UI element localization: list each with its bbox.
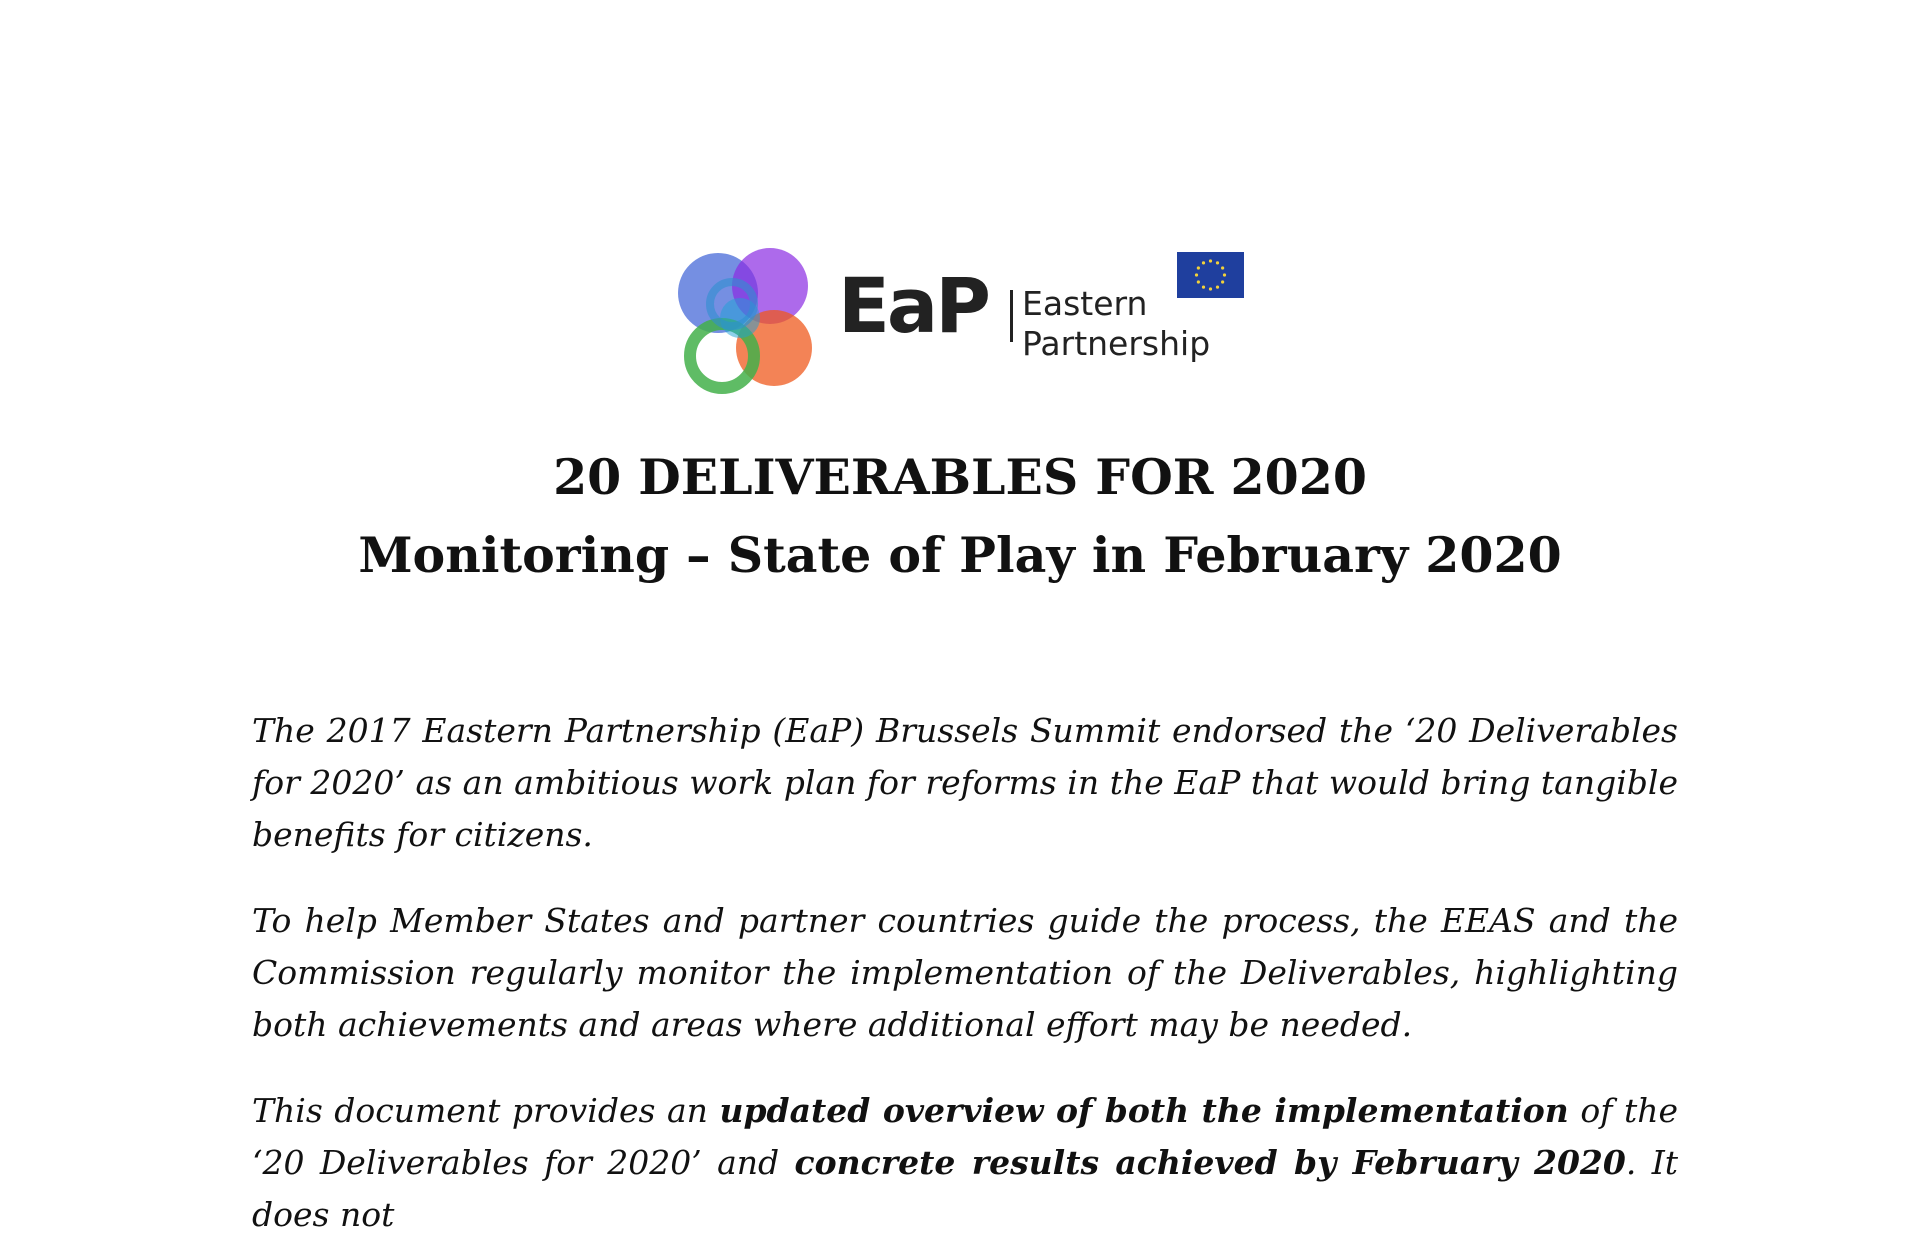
paragraph-intro: The 2017 Eastern Partnership (EaP) Brussels Summit endorsed the ‘20 Deliverables for 2020’ as an ambitious work plan for reforms in the EaP that would bring tangible benefits for citizens. (252, 711, 1678, 854)
eu-star-icon (1197, 280, 1200, 283)
eu-flag-icon (1177, 252, 1244, 298)
paragraph-monitoring: To help Member States and partner countries guide the process, the EEAS and the Commission regularly monitor the implementation of the Deliverables, highlighting both achievements and areas where additional effort may be needed. (252, 901, 1678, 1044)
paragraph-overview-bold1: updated overview of both the implementation (719, 1091, 1569, 1130)
eap-flower-logo-icon (670, 238, 830, 408)
eu-star-icon (1195, 273, 1198, 276)
paragraph-overview (252, 1085, 1678, 1241)
paragraph-overview-part3: . It does not (252, 1143, 1678, 1234)
document-title: 20 DELIVERABLES FOR 2020 (553, 448, 1367, 506)
eu-star-icon (1202, 286, 1205, 289)
paragraph-overview-bold2: concrete results achieved by February 2020 (794, 1143, 1626, 1182)
eu-star-icon (1221, 266, 1224, 269)
eu-star-icon (1209, 259, 1212, 262)
logo-separator (1010, 290, 1013, 342)
eap-logo (670, 238, 1250, 408)
eu-star-icon (1209, 287, 1212, 290)
paragraph-overview-part1: This document provides an (252, 1091, 720, 1130)
logo-name-line2: Partnership (1022, 324, 1211, 363)
paragraph-overview-part2: of the ‘20 Deliverables for 2020’ and (252, 1091, 1678, 1182)
logo-abbreviation: EaP (838, 261, 988, 350)
document-subtitle: Monitoring – State of Play in February 2020 (358, 526, 1562, 584)
eu-star-icon (1197, 266, 1200, 269)
eu-star-icon (1216, 261, 1219, 264)
eu-star-icon (1216, 286, 1219, 289)
eu-star-icon (1223, 273, 1226, 276)
eu-star-icon (1202, 261, 1205, 264)
logo-name-line1: Eastern (1022, 284, 1148, 323)
eu-star-icon (1221, 280, 1224, 283)
